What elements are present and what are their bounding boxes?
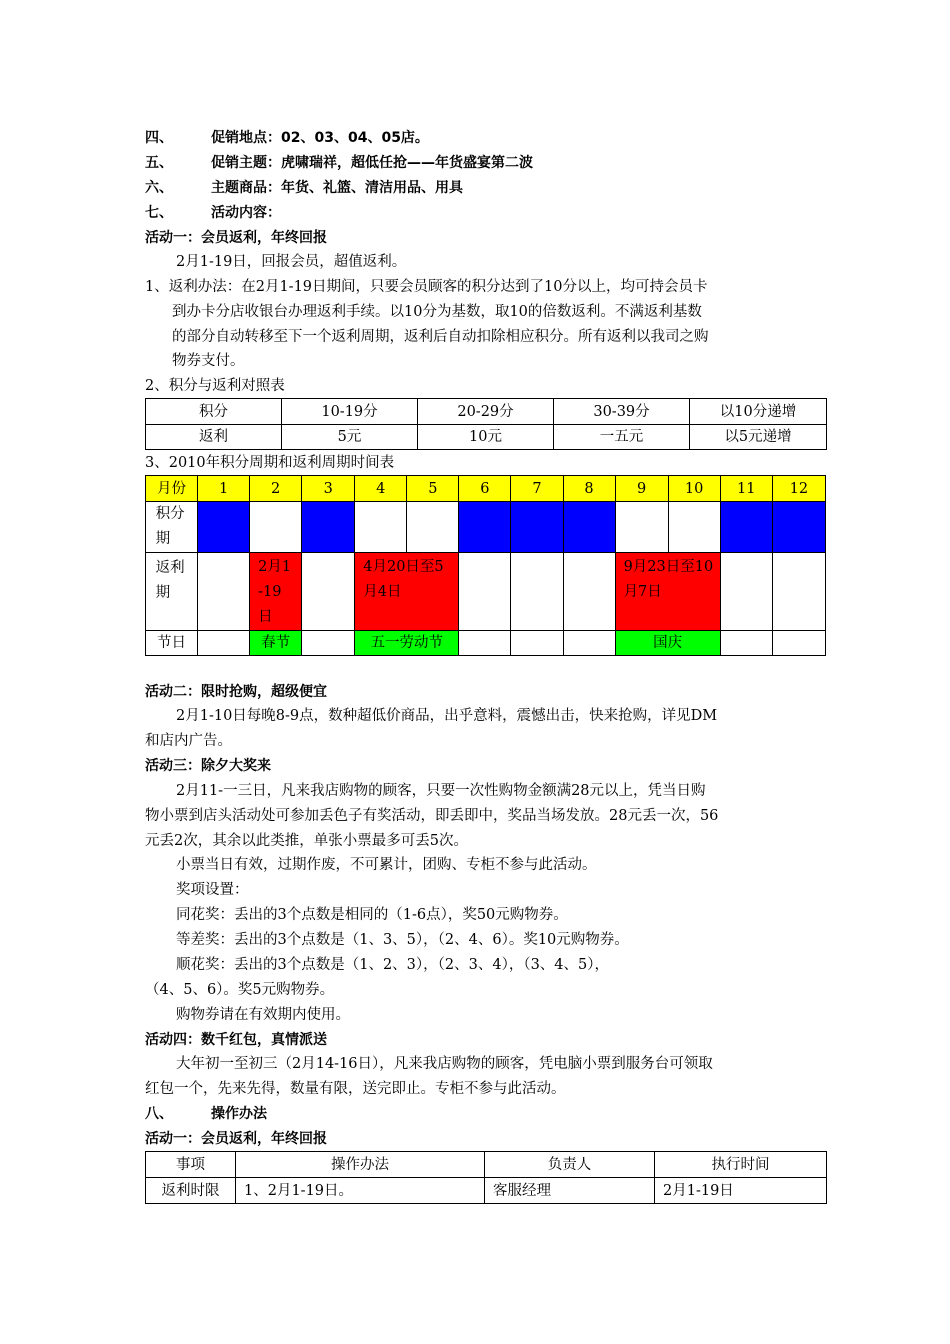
empty-cell — [198, 553, 250, 631]
month-header: 6 — [459, 476, 511, 502]
rebate-period-apr-may: 4月20日至5月4日 — [355, 553, 459, 631]
act4-line: 红包一个，先来先得，数量有限，送完即止。专柜不参与此活动。 — [145, 1081, 566, 1097]
table-cell: 30-39分 — [554, 399, 690, 425]
table-cell: 积分 — [146, 399, 282, 425]
empty-cell — [355, 502, 407, 553]
table-cell: 以10分递增 — [690, 399, 827, 425]
empty-cell — [302, 631, 355, 656]
rebate-period-feb: 2月1-19日 — [250, 553, 302, 631]
empty-cell — [511, 631, 563, 656]
empty-cell — [772, 631, 825, 656]
month-header: 9 — [615, 476, 668, 502]
rebate-period-sep-oct: 9月23日至10月7日 — [615, 553, 720, 631]
op-title: 活动一：会员返利，年终回报 — [145, 1131, 327, 1147]
act3-line: 同花奖：丢出的3个点数是相同的（1-6点），奖50元购物券。 — [176, 907, 568, 923]
points-period-cell — [198, 502, 250, 553]
section-5: 五、 促销主题：虎啸瑞祥，超低任抢——年货盛宴第二波 — [145, 155, 533, 171]
points-period-cell — [302, 502, 355, 553]
month-header: 5 — [407, 476, 459, 502]
points-period-cell — [720, 502, 772, 553]
table-cell: 一五元 — [554, 425, 690, 450]
table-cell: 1、2月1-19日。 — [236, 1178, 485, 1204]
empty-cell — [250, 502, 302, 553]
month-header: 1 — [198, 476, 250, 502]
empty-cell — [459, 631, 511, 656]
holiday-spring-festival: 春节 — [250, 631, 302, 656]
empty-cell — [615, 502, 668, 553]
act1-rule-line: 的部分自动转移至下一个返利周期，返利后自动扣除相应积分。所有返利以我司之购 — [172, 329, 709, 345]
table-cell: 客服经理 — [485, 1178, 655, 1204]
table-header: 执行时间 — [655, 1152, 827, 1178]
holiday-labor-day: 五一劳动节 — [355, 631, 459, 656]
section-8: 八、 操作办法 — [145, 1106, 267, 1122]
empty-cell — [772, 553, 825, 631]
table-header: 负责人 — [485, 1152, 655, 1178]
act2-title: 活动二：限时抢购，超级便宜 — [145, 684, 327, 700]
section-7: 七、 活动内容： — [145, 205, 281, 221]
operation-table — [145, 1151, 827, 1204]
table-cell: 以5元递增 — [690, 425, 827, 450]
empty-cell — [563, 553, 615, 631]
act3-line: 物小票到店头活动处可参加丢色子有奖活动，即丢即中，奖品当场发放。28元丢一次，56 — [145, 808, 719, 824]
table-cell: 5元 — [282, 425, 418, 450]
act1-rule-line: 1、返利办法：在2月1-19日期间，只要会员顾客的积分达到了10分以上，均可持会员卡 — [145, 279, 708, 295]
row-label-points: 积分期 — [146, 502, 198, 553]
act3-title: 活动三：除夕大奖来 — [145, 758, 271, 774]
month-header: 3 — [302, 476, 355, 502]
points-period-cell — [459, 502, 511, 553]
act3-line: 2月11-一三日，凡来我店购物的顾客，只要一次性购物金额满28元以上，凭当日购 — [176, 783, 706, 799]
act4-line: 大年初一至初三（2月14-16日），凡来我店购物的顾客，凭电脑小票到服务台可领取 — [176, 1056, 713, 1072]
table-cell: 2月1-19日 — [655, 1178, 827, 1204]
empty-cell — [302, 553, 355, 631]
table-header: 操作办法 — [236, 1152, 485, 1178]
month-header: 4 — [355, 476, 407, 502]
empty-cell — [459, 553, 511, 631]
points-period-cell — [511, 502, 563, 553]
section-4: 四、 促销地点：02、03、04、05店。 — [145, 130, 429, 146]
points-rebate-table — [145, 398, 827, 450]
act3-line: 元丢2次，其余以此类推，单张小票最多可丢5次。 — [145, 833, 468, 849]
table-cell: 10-19分 — [282, 399, 418, 425]
table1-title: 2、积分与返利对照表 — [145, 378, 285, 394]
empty-cell — [720, 631, 772, 656]
act1-title: 活动一：会员返利，年终回报 — [145, 230, 327, 246]
table-header: 事项 — [146, 1152, 236, 1178]
empty-cell — [198, 631, 250, 656]
section-6: 六、 主题商品：年货、礼篮、清洁用品、用具 — [145, 180, 463, 196]
month-header-label: 月份 — [146, 476, 198, 502]
schedule-table — [145, 475, 826, 656]
table2-title: 3、2010年积分周期和返利周期时间表 — [145, 455, 395, 471]
month-header: 12 — [772, 476, 825, 502]
act3-line: （4、5、6）。奖5元购物券。 — [145, 982, 335, 998]
empty-cell — [511, 553, 563, 631]
act2-line: 和店内广告。 — [145, 733, 232, 749]
empty-cell — [668, 502, 720, 553]
table-cell: 返利 — [146, 425, 282, 450]
month-header: 7 — [511, 476, 563, 502]
table-cell: 返利时限 — [146, 1178, 236, 1204]
table-cell: 10元 — [418, 425, 554, 450]
table-cell: 20-29分 — [418, 399, 554, 425]
act3-line: 购物券请在有效期内使用。 — [176, 1007, 350, 1023]
empty-cell — [407, 502, 459, 553]
month-header: 10 — [668, 476, 720, 502]
act3-line: 顺花奖：丢出的3个点数是（1、2、3），（2、3、4），（3、4、5）， — [176, 957, 610, 973]
act4-title: 活动四：数千红包，真情派送 — [145, 1032, 327, 1048]
act2-line: 2月1-10日每晚8-9点，数种超低价商品，出乎意料，震憾出击，快来抢购，详见DM — [176, 708, 718, 724]
holiday-national-day: 国庆 — [615, 631, 720, 656]
empty-cell — [563, 631, 615, 656]
month-header: 11 — [720, 476, 772, 502]
points-period-cell — [772, 502, 825, 553]
month-header: 8 — [563, 476, 615, 502]
act3-line: 小票当日有效，过期作废，不可累计，团购、专柜不参与此活动。 — [176, 857, 597, 873]
empty-cell — [720, 553, 772, 631]
month-header: 2 — [250, 476, 302, 502]
act1-intro: 2月1-19日，回报会员，超值返利。 — [176, 254, 407, 270]
points-period-cell — [563, 502, 615, 553]
act3-line: 奖项设置： — [176, 882, 249, 898]
row-label-rebate: 返利期 — [146, 553, 198, 631]
row-label-holiday: 节日 — [146, 631, 198, 656]
act1-rule-line: 到办卡分店收银台办理返利手续。以10分为基数，取10的倍数返利。不满返利基数 — [172, 304, 702, 320]
act1-rule-line: 物券支付。 — [172, 353, 245, 369]
act3-line: 等差奖：丢出的3个点数是（1、3、5），（2、4、6）。奖10元购物券。 — [176, 932, 629, 948]
